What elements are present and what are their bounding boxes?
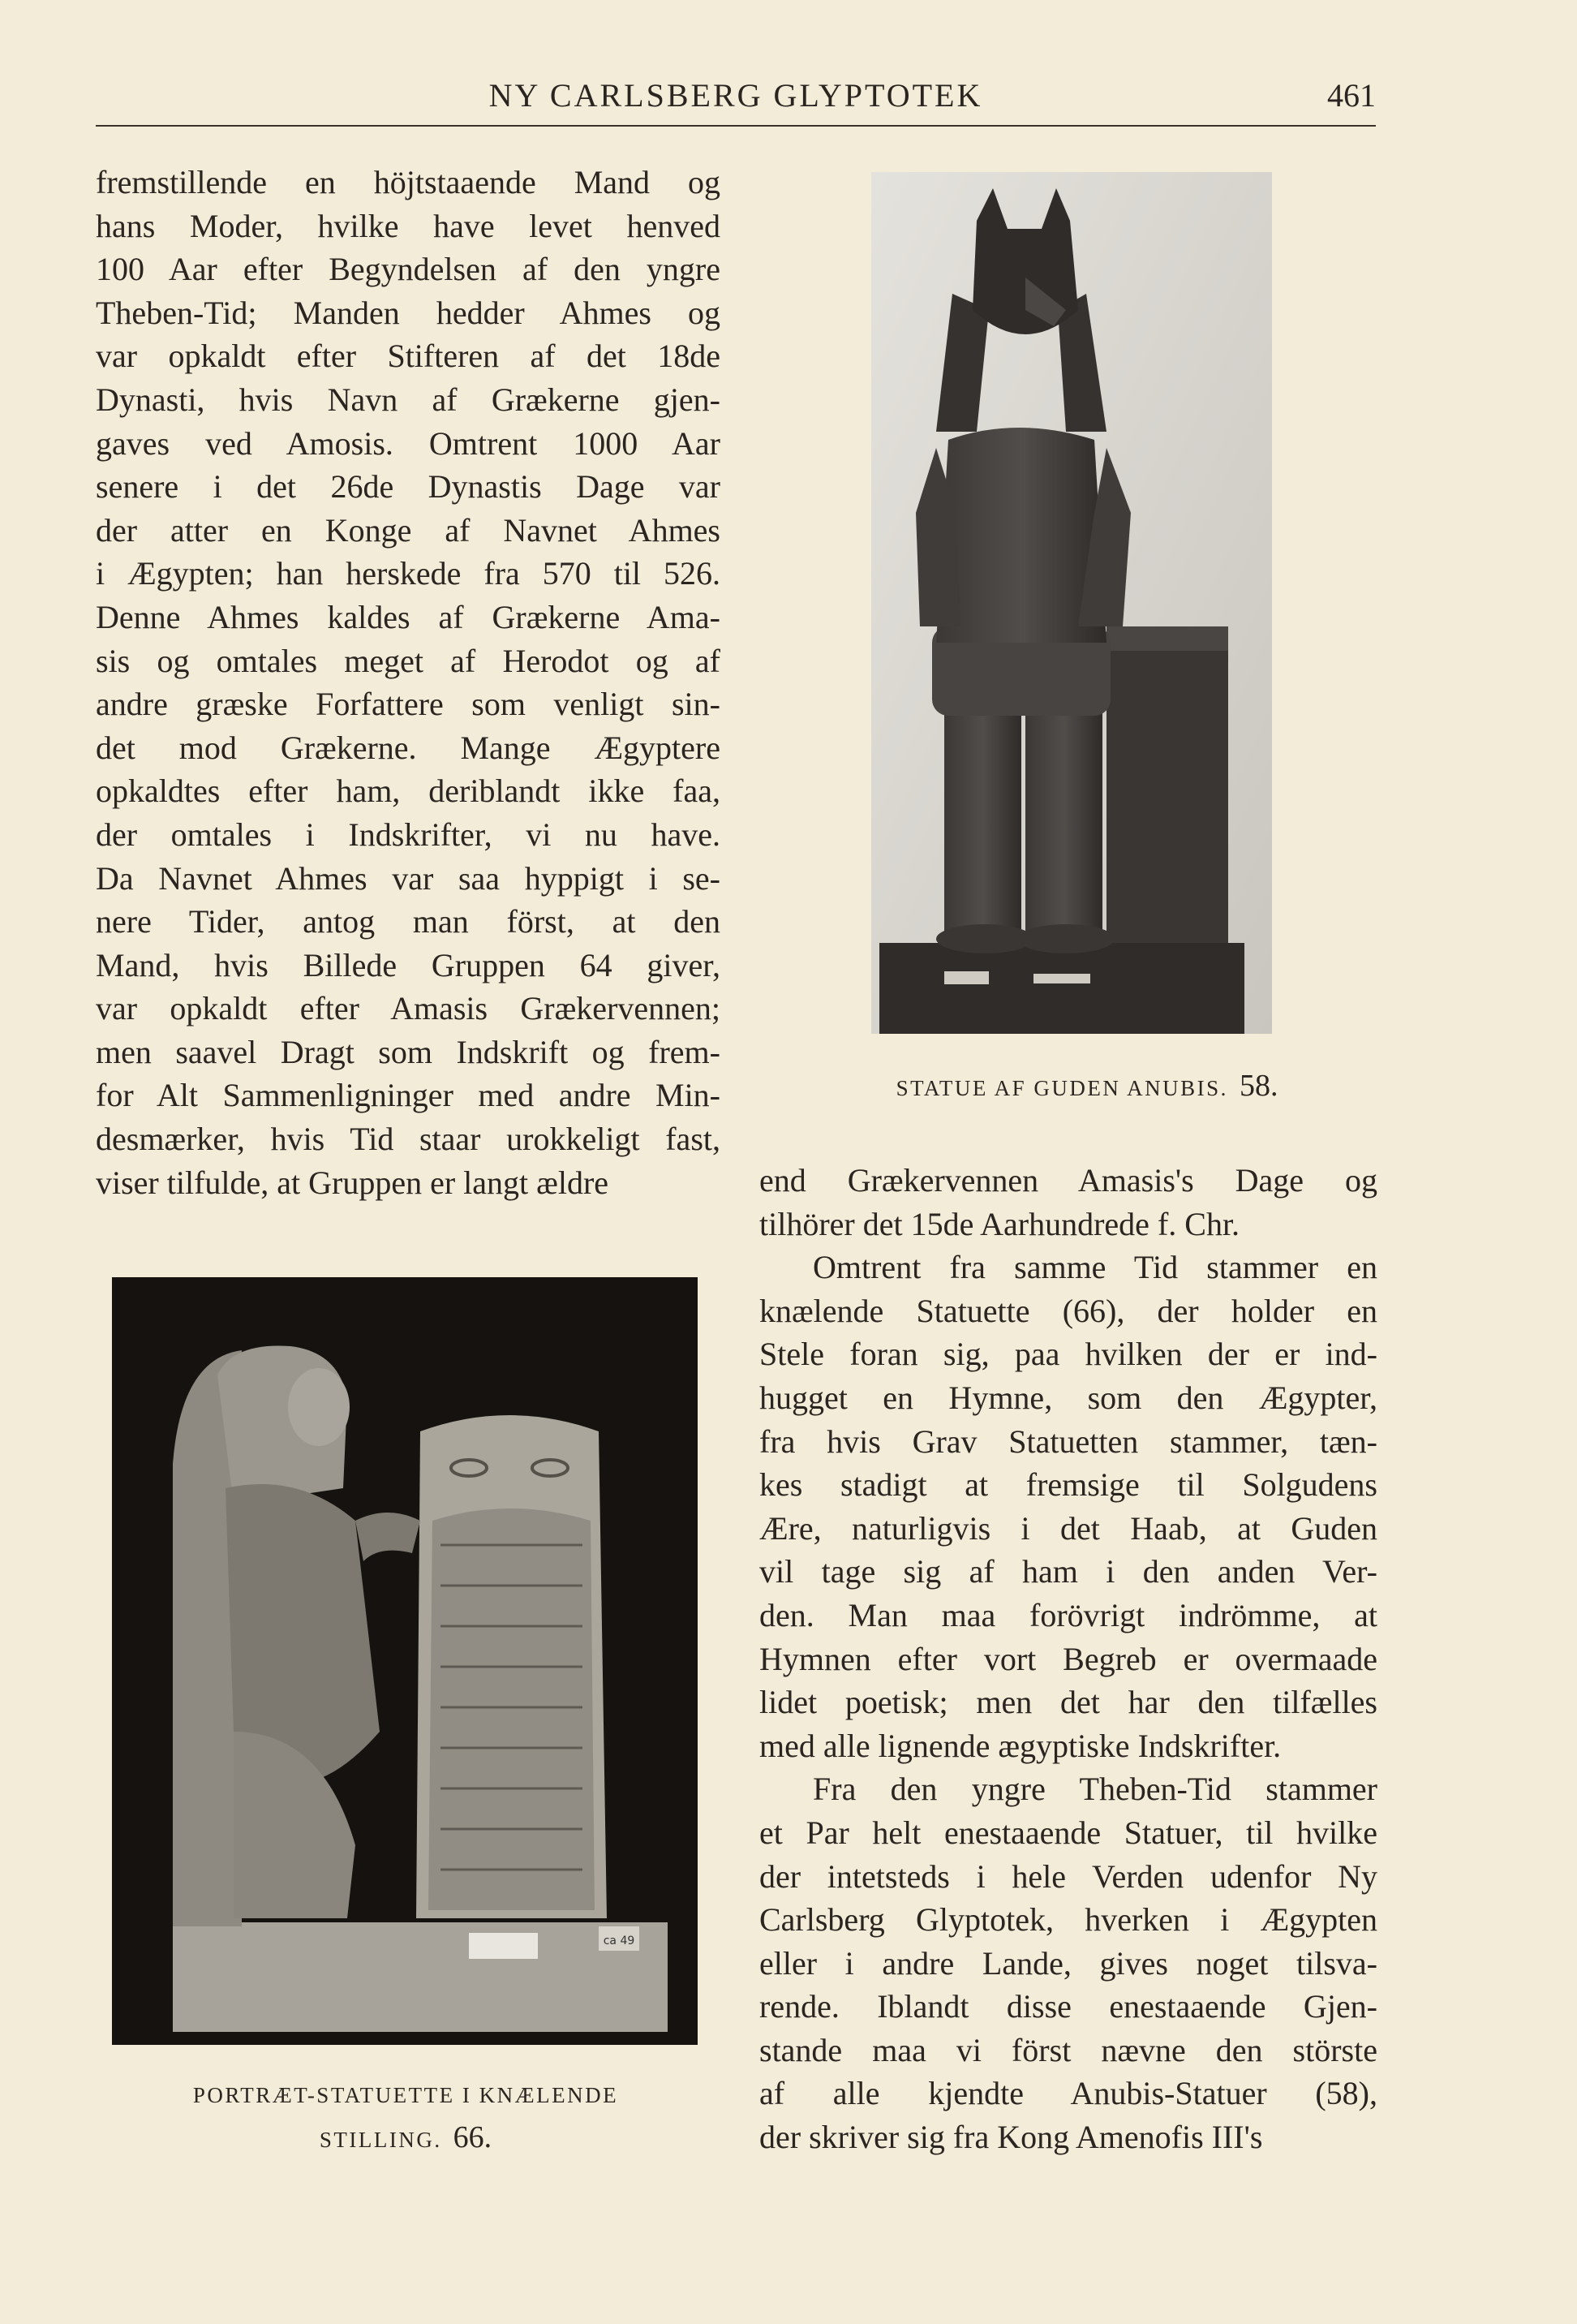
text-line: lidet poetisk; men det har den tilfælles bbox=[759, 1684, 1377, 1721]
text-line: end Grækervennen Amasis's Dage og bbox=[759, 1162, 1377, 1199]
kneeling-statuette-photo bbox=[112, 1277, 698, 2045]
text-line: nere Tider, antog man först, at den bbox=[96, 903, 720, 940]
text-line: desmærker, hvis Tid staar urokkeligt fast, bbox=[96, 1121, 720, 1158]
text-line: var opkaldt efter Amasis Grækervennen; bbox=[96, 990, 720, 1027]
text-line: viser tilfulde, at Gruppen er langt ældre bbox=[96, 1164, 609, 1201]
text-line: Omtrent fra samme Tid stammer en bbox=[813, 1249, 1377, 1286]
text-line: fra hvis Grav Statuetten stammer, tæn- bbox=[759, 1422, 1377, 1460]
text-line: af alle kjendte Anubis-Statuer (58), bbox=[759, 2075, 1377, 2112]
text-line: andre græske Forfattere som venligt sin- bbox=[96, 686, 720, 723]
page-number: 461 bbox=[1327, 77, 1376, 114]
text-line: stande maa vi först nævne den störste bbox=[759, 2031, 1377, 2068]
text-line: der omtales i Indskrifter, vi nu have. bbox=[96, 816, 720, 853]
text-line: for Alt Sammenligninger med andre Min- bbox=[96, 1077, 720, 1114]
text-line: vil tage sig af ham i den anden Ver- bbox=[759, 1553, 1377, 1590]
text-line: Ære, naturligvis i det Haab, at Guden bbox=[759, 1509, 1377, 1547]
text-line: opkaldtes efter ham, deriblandt ikke faa, bbox=[96, 773, 720, 810]
kneeling-figure-number: 66. bbox=[453, 2120, 492, 2154]
text-line: Fra den yngre Theben-Tid stammer bbox=[813, 1771, 1377, 1808]
text-line: eller i andre Lande, gives noget tilsva- bbox=[759, 1944, 1377, 1982]
anubis-caption-text: STATUE AF GUDEN ANUBIS. bbox=[896, 1076, 1228, 1100]
right-paragraph-1 bbox=[759, 1159, 1377, 1246]
text-line: knælende Statuette (66), der holder en bbox=[759, 1292, 1377, 1329]
text-line: gaves ved Amosis. Omtrent 1000 Aar bbox=[96, 424, 720, 462]
text-line: Carlsberg Glyptotek, hverken i Ægypten bbox=[759, 1901, 1377, 1939]
text-line: Da Navnet Ahmes var saa hyppigt i se- bbox=[96, 859, 720, 897]
anubis-statue-photo bbox=[871, 172, 1272, 1034]
text-line: hans Moder, hvilke have levet henved bbox=[96, 207, 720, 244]
text-line: fremstillende en höjtstaaende Mand og bbox=[96, 164, 720, 200]
kneeling-caption-line2 bbox=[81, 2116, 730, 2161]
anubis-statue-illustration bbox=[871, 172, 1272, 1034]
kneeling-caption bbox=[81, 2074, 730, 2161]
text-line: tilhörer det 15de Aarhundrede f. Chr. bbox=[759, 1205, 1240, 1242]
text-line: kes stadigt at fremsige til Solgudens bbox=[759, 1466, 1377, 1504]
text-line: sis og omtales meget af Herodot og af bbox=[96, 642, 720, 679]
text-line: var opkaldt efter Stifteren af det 18de bbox=[96, 338, 720, 375]
text-line: med alle lignende ægyptiske Indskrifter. bbox=[759, 1727, 1282, 1764]
text-line: Denne Ahmes kaldes af Grækerne Ama- bbox=[96, 598, 720, 635]
right-paragraph-2 bbox=[759, 1246, 1377, 1767]
text-line: hugget en Hymne, som den Ægypter, bbox=[759, 1379, 1377, 1416]
text-line: rende. Iblandt disse enestaaende Gjen- bbox=[759, 1988, 1377, 2025]
text-line: Stele foran sig, paa hvilken der er ind- bbox=[759, 1336, 1377, 1373]
text-line: der intetsteds i hele Verden udenfor Ny bbox=[759, 1857, 1377, 1895]
text-line: senere i det 26de Dynastis Dage var bbox=[96, 468, 720, 506]
text-line: i Ægypten; han herskede fra 570 til 526. bbox=[96, 555, 720, 592]
text-line: den. Man maa forövrigt indrömme, at bbox=[759, 1596, 1377, 1633]
text-line: der atter en Konge af Navnet Ahmes bbox=[96, 511, 720, 549]
header-title: NY CARLSBERG GLYPTOTEK bbox=[488, 77, 983, 114]
text-line: det mod Grækerne. Mange Ægyptere bbox=[96, 729, 720, 766]
kneeling-statuette-illustration bbox=[112, 1277, 698, 2045]
running-header bbox=[96, 73, 1376, 127]
statuette-tag: ca 49 bbox=[603, 1935, 635, 1947]
text-line: men saavel Dragt som Indskrift og frem- bbox=[96, 1033, 720, 1070]
kneeling-caption-text: STILLING. bbox=[319, 2128, 442, 2152]
text-line: Hymnen efter vort Begreb er overmaade bbox=[759, 1640, 1377, 1677]
text-line: Dynasti, hvis Navn af Grækerne gjen- bbox=[96, 381, 720, 418]
text-line: der skriver sig fra Kong Amenofis III's bbox=[759, 2119, 1263, 2156]
text-line: Mand, hvis Billede Gruppen 64 giver, bbox=[96, 946, 720, 983]
kneeling-caption-line1: PORTRÆT-STATUETTE I KNÆLENDE bbox=[192, 2083, 619, 2107]
left-text-column bbox=[96, 161, 720, 1204]
right-paragraph-3 bbox=[759, 1767, 1377, 2158]
text-line: 100 Aar efter Begyndelsen af den yngre bbox=[96, 251, 720, 288]
anubis-caption bbox=[779, 1065, 1395, 1109]
text-line: et Par helt enestaaende Statuer, til hvilke bbox=[759, 1814, 1377, 1851]
anubis-figure-number: 58. bbox=[1239, 1069, 1278, 1103]
right-text-column bbox=[759, 1159, 1377, 2159]
left-paragraph bbox=[96, 161, 720, 1204]
text-line: Theben-Tid; Manden hedder Ahmes og bbox=[96, 294, 720, 331]
